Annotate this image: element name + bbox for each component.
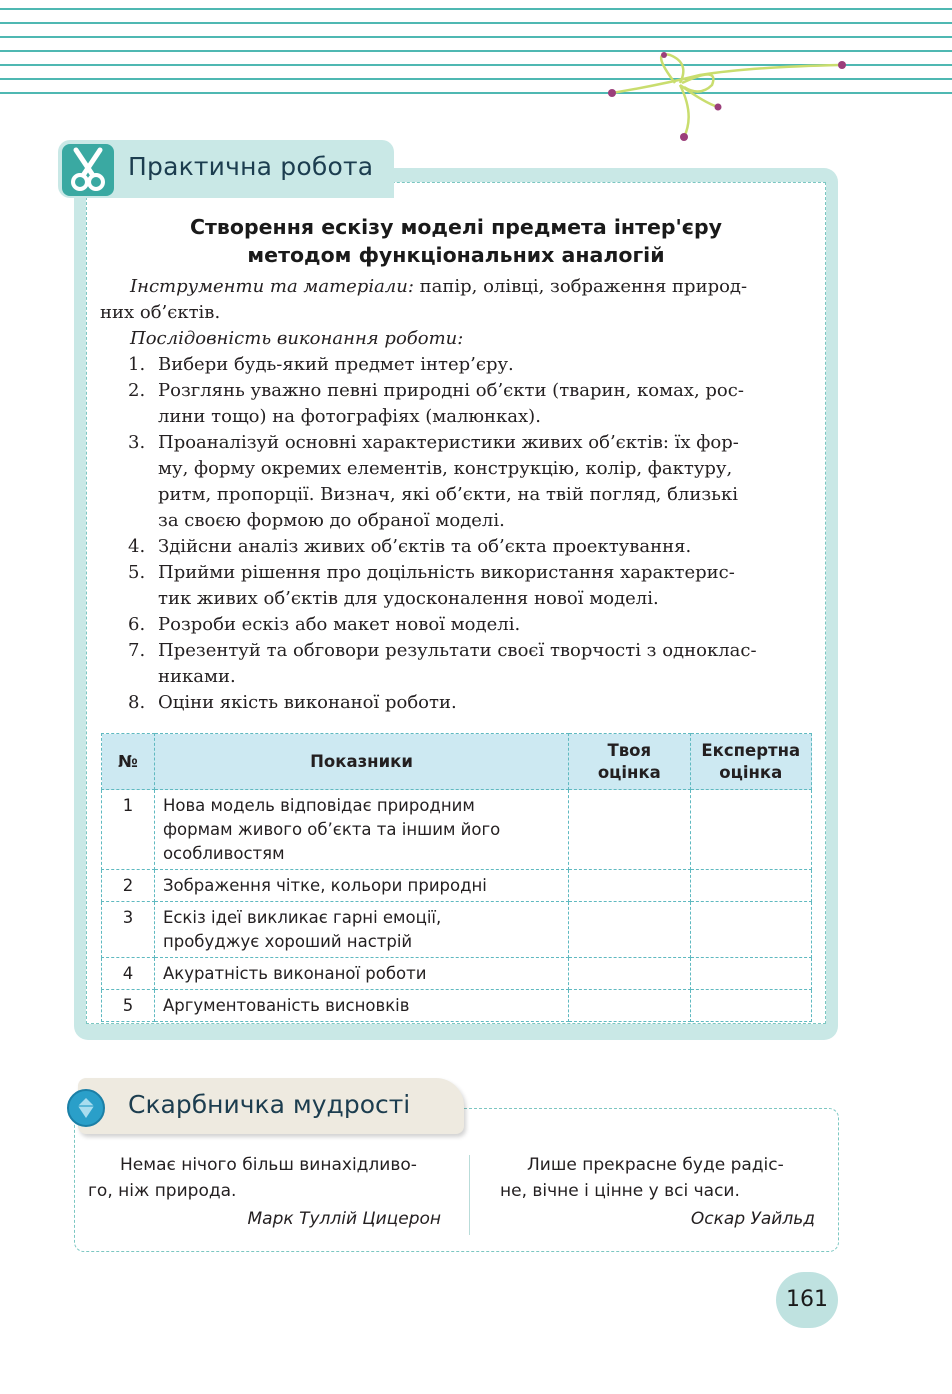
own-score-cell[interactable]	[569, 870, 690, 902]
step-text	[158, 352, 813, 378]
step-text	[158, 560, 813, 612]
own-score-cell[interactable]	[569, 790, 690, 870]
task-title-line-2: методом функціональних аналогій	[247, 243, 665, 267]
sequence-label-row	[100, 326, 815, 352]
quote-1-line-2: го, ніж природа.	[88, 1181, 237, 1201]
expert-score-cell[interactable]	[690, 958, 811, 990]
row-number: 2	[102, 870, 155, 902]
row-indicator	[154, 870, 568, 902]
row-indicator-line: особливостям	[162, 844, 285, 863]
step-text-line: тик живих об’єктів для удосконалення нової моделі.	[158, 588, 659, 609]
row-indicator-line: Нова модель відповідає природним	[162, 796, 475, 815]
expert-score-cell[interactable]	[690, 902, 811, 958]
quote-1-line-1: Немає нічого більш винахідливо-	[120, 1155, 417, 1175]
ribbon-bow-decoration	[600, 45, 870, 155]
step-number: 3.	[128, 432, 146, 453]
quote-2-line-2: не, вічне і цінне у всі часи.	[500, 1181, 740, 1201]
step-text-line: Оціни якість виконаної роботи.	[158, 692, 457, 713]
row-indicator-line: Аргументованість висновків	[162, 996, 410, 1015]
col-header-number: №	[102, 734, 155, 790]
step-text	[158, 378, 813, 430]
step-text-line: Розроби ескіз або макет нової моделі.	[158, 614, 521, 635]
sequence-label: Послідовність виконання роботи:	[130, 328, 464, 349]
quote-1-author: Марк Туллій Цицерон	[247, 1209, 441, 1229]
step-text-line: Презентуй та обговори результати своєї творчості з одноклас-	[158, 640, 757, 661]
step-text-line: Здійсни аналіз живих об’єктів та об’єкта проектування.	[158, 536, 692, 557]
table-row	[102, 958, 812, 990]
tools-text-2: них об’єктів.	[100, 302, 221, 323]
step-text-line: никами.	[158, 666, 236, 687]
step-number: 6.	[128, 614, 146, 635]
own-score-cell[interactable]	[569, 990, 690, 1022]
row-number: 5	[102, 990, 155, 1022]
step-text	[158, 430, 813, 534]
step-text-line: Проаналізуй основні характеристики живих об’єктів: їх фор-	[158, 432, 739, 453]
wisdom-heading: Скарбничка мудрості	[128, 1090, 411, 1119]
own-score-line-2: оцінка	[597, 762, 661, 782]
table-row	[102, 790, 812, 870]
step-number: 7.	[128, 640, 146, 661]
step-text-line: ритм, пропорції. Визнач, які об’єкти, на твій погляд, близькі	[158, 484, 738, 505]
quote-2-line-1: Лише прекрасне буде радіс-	[527, 1155, 784, 1175]
step-text	[158, 690, 813, 716]
table-row	[102, 902, 812, 958]
step-text	[158, 534, 813, 560]
row-indicator-line: формам живого об’єкта та іншим його	[162, 820, 501, 839]
own-score-cell[interactable]	[569, 958, 690, 990]
step-number: 1.	[128, 354, 146, 375]
step-text-line: Розглянь уважно певні природні об’єкти (тварин, комах, рос-	[158, 380, 744, 401]
quote-2-author: Оскар Уайльд	[690, 1209, 815, 1229]
tools-label: Інструменти та матеріали:	[130, 276, 414, 297]
quote-1	[88, 1152, 440, 1204]
expert-score-cell[interactable]	[690, 870, 811, 902]
row-indicator-line: пробуджує хороший настрій	[162, 932, 413, 951]
own-score-cell[interactable]	[569, 902, 690, 958]
step-text	[158, 612, 813, 638]
col-header-indicators: Показники	[154, 734, 568, 790]
task-title-line-1: Створення ескізу моделі предмета інтер'єру	[190, 215, 722, 239]
tools-paragraph	[100, 274, 815, 326]
step-number: 8.	[128, 692, 146, 713]
step-text-line: лини тощо) на фотографіях (малюнках).	[158, 406, 541, 427]
row-number: 1	[102, 790, 155, 870]
row-indicator	[154, 790, 568, 870]
step-text-line: за своєю формою до обраної моделі.	[158, 510, 505, 531]
assessment-table	[101, 733, 812, 1022]
step-text-line: му, форму окремих елементів, конструкцію, колір, фактуру,	[158, 458, 733, 479]
practical-work-heading: Практична робота	[128, 152, 374, 181]
expert-score-line-1: Експертна	[701, 740, 801, 760]
task-title	[100, 213, 812, 269]
expert-score-line-2: оцінка	[719, 762, 783, 782]
step-text-line: Вибери будь-який предмет інтер’єру.	[158, 354, 514, 375]
table-row	[102, 990, 812, 1022]
table-row	[102, 870, 812, 902]
quote-2	[500, 1152, 820, 1204]
gem-icon	[66, 1088, 106, 1128]
step-text	[158, 638, 813, 690]
step-number: 5.	[128, 562, 146, 583]
table-header-row	[102, 734, 812, 790]
col-header-own-score	[569, 734, 690, 790]
step-text-line: Прийми рішення про доцільність використання характерис-	[158, 562, 735, 583]
wisdom-divider	[469, 1155, 470, 1235]
scissors-icon	[62, 144, 114, 196]
own-score-line-1: Твоя	[607, 740, 652, 760]
row-indicator-line: Акуратність виконаної роботи	[162, 964, 427, 983]
step-number: 4.	[128, 536, 146, 557]
page-number: 161	[776, 1272, 838, 1328]
row-indicator	[154, 902, 568, 958]
expert-score-cell[interactable]	[690, 990, 811, 1022]
row-number: 3	[102, 902, 155, 958]
row-indicator-line: Ескіз ідеї викликає гарні емоції,	[162, 908, 442, 927]
row-indicator	[154, 958, 568, 990]
row-number: 4	[102, 958, 155, 990]
row-indicator	[154, 990, 568, 1022]
tools-text-1: папір, олівці, зображення природ-	[413, 276, 748, 297]
expert-score-cell[interactable]	[690, 790, 811, 870]
step-number: 2.	[128, 380, 146, 401]
col-header-expert-score	[690, 734, 811, 790]
row-indicator-line: Зображення чітке, кольори природні	[162, 876, 487, 895]
